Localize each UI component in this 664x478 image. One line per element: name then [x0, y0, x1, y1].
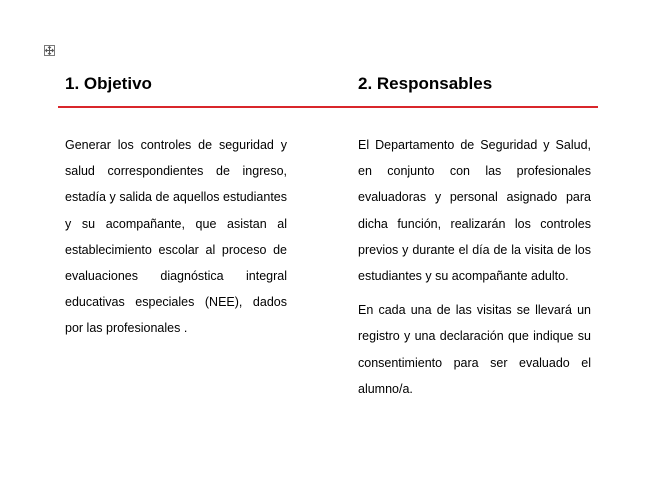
document-table	[58, 68, 598, 396]
heading-responsables: 2. Responsables	[358, 74, 493, 93]
responsables-cell[interactable]	[358, 132, 591, 402]
table-move-handle[interactable]	[44, 45, 55, 56]
responsables-paragraph-2: En cada una de las visitas se llevará un registro y una declaración que indique su consentimiento para ser evaluado el alumno/a.	[358, 303, 591, 396]
heading-objetivo: 1. Objetivo	[65, 74, 152, 93]
table-move-icon	[45, 46, 54, 55]
responsables-paragraph-1: El Departamento de Seguridad y Salud, en conjunto con las profesionales evaluadoras y personal asignado para dicha función, realizarán los controles previos y durante el día de la visita de los estudiantes y su acompañante adulto.	[358, 138, 591, 284]
objetivo-cell[interactable]	[65, 132, 287, 342]
objetivo-paragraph: Generar los controles de seguridad y salud correspondientes de ingreso, estadía y salida de aquellos estudiantes y su acompañante, que asistan al establecimiento escolar al proceso de evaluaciones diagnóstica integral educativas especiales (NEE), dados por las profesionales .	[65, 138, 287, 336]
table-header-row	[58, 68, 598, 108]
